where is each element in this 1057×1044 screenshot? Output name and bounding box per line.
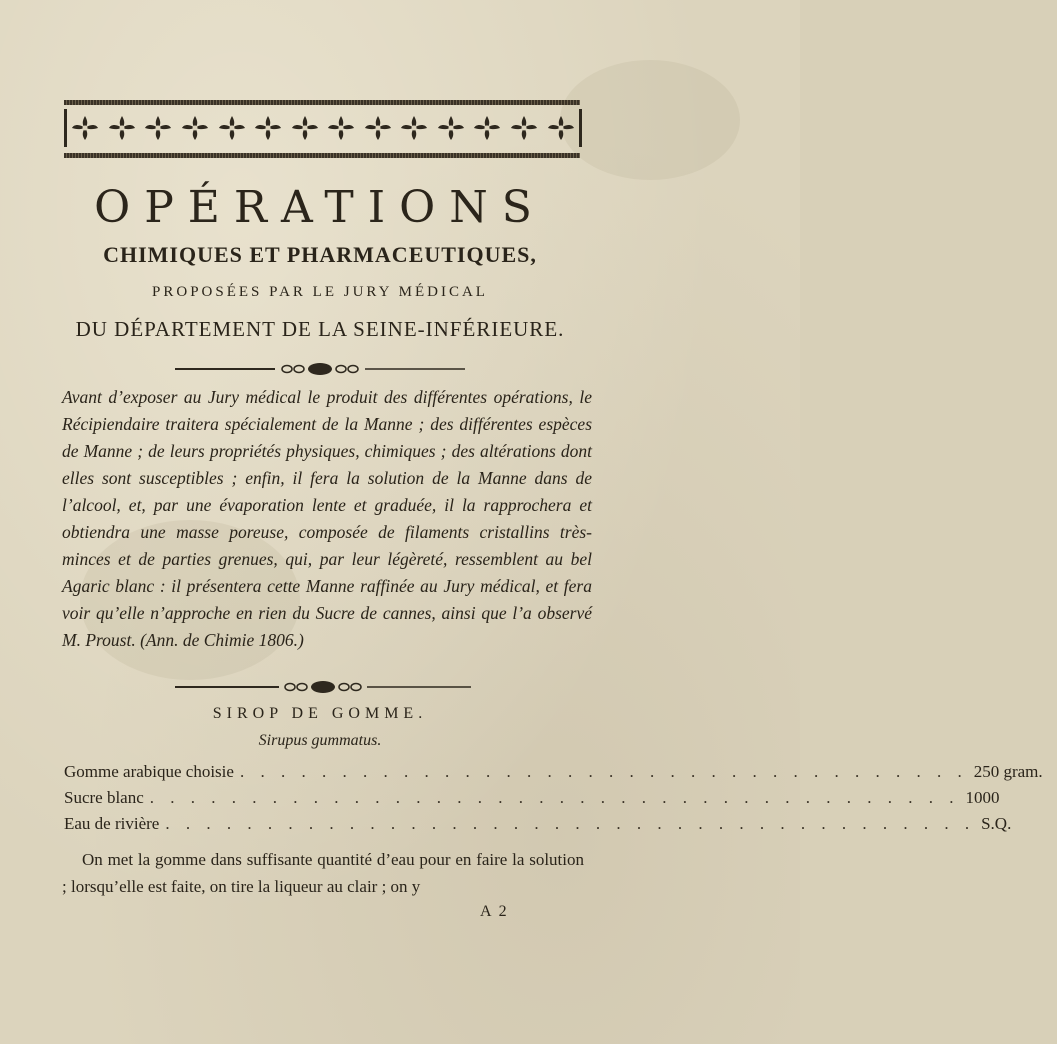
fleuron-icon xyxy=(398,113,430,143)
ingredient-quantity: 1000 xyxy=(965,788,1000,807)
ingredient-name: Eau de rivière xyxy=(64,814,160,833)
subtitle-departement: DU DÉPARTEMENT DE LA SEINE-INFÉRIEURE. xyxy=(75,317,565,341)
ornament-rule xyxy=(64,153,580,158)
leader-dots: . . . . . . . . . . . . . . . . . . . . . . . . . . . . . . . . . . . . . . . . xyxy=(149,788,960,807)
ornamental-header-band xyxy=(64,100,580,158)
ingredient-quantity: S.Q. xyxy=(981,814,1012,833)
ingredient-list xyxy=(64,762,1043,840)
recipe-instructions: On met la gomme dans suffisante quantité d’eau pour en faire la solution ; lorsqu’elle est faite, on tire la liqueur au clair ; on y xyxy=(62,850,584,896)
page-title: OPÉRATIONS xyxy=(94,182,546,233)
recipe-latin-name: Sirupus gummatus. xyxy=(258,732,382,749)
fleuron-icon xyxy=(508,113,540,143)
fleuron-icon xyxy=(435,113,467,143)
leader-dots: . . . . . . . . . . . . . . . . . . . . . . . . . . . . . . . . . . . . xyxy=(239,762,968,781)
fleuron-icon xyxy=(216,113,248,143)
ornamental-divider-icon xyxy=(175,680,471,694)
fleuron-icon xyxy=(106,113,138,143)
ingredient-quantity: 250 gram. xyxy=(973,762,1043,781)
fleuron-icon xyxy=(471,113,503,143)
ingredient-name: Sucre blanc xyxy=(64,788,144,807)
ingredient-row xyxy=(64,762,1043,788)
ornamental-divider-icon xyxy=(175,362,465,376)
subtitle-jury: PROPOSÉES PAR LE JURY MÉDICAL xyxy=(152,284,488,300)
subtitle-chimiques: CHIMIQUES ET PHARMACEUTIQUES, xyxy=(103,242,537,267)
leader-dots: . . . . . . . . . . . . . . . . . . . . . . . . . . . . . . . . . . . . . . . . xyxy=(165,814,976,833)
fleuron-icon xyxy=(142,113,174,143)
ingredient-row xyxy=(64,814,1012,840)
ingredient-name: Gomme arabique choisie xyxy=(64,762,234,781)
recipe-title: SIROP DE GOMME. xyxy=(212,705,428,722)
fleuron-icon xyxy=(362,113,394,143)
fleuron-icon xyxy=(252,113,284,143)
fleuron-row xyxy=(64,109,582,147)
intro-paragraph: Avant d’exposer au Jury médical le produit des différentes opérations, le Récipiendaire traitera spécialement de la Manne ; des différentes espèces de Manne ; de leurs propriétés physiques, chimiques ; des altérations dont elles sont susceptibles ; enfin, il fera la solution de la Manne dans de l’alcool, et, par une évaporation lente et graduée, il la rapprochera et obtiendra une masse poreuse, composée de filaments cristallins très-minces et de parties grenues, qui, par leur légèreté, ressemblent au bel Agaric blanc : il présentera cette Manne raffinée au Jury médical, et fera voir qu’elle n’approche en rien du Sucre de cannes, ainsi que l’a observé M. Proust. (Ann. de Chimie 1806.) xyxy=(62,387,592,650)
ingredient-row xyxy=(64,788,1000,814)
fleuron-icon xyxy=(289,113,321,143)
fleuron-icon xyxy=(325,113,357,143)
fleuron-icon xyxy=(69,113,101,143)
fleuron-icon xyxy=(545,113,577,143)
ornament-rule xyxy=(64,100,580,105)
paper-stain xyxy=(560,60,740,180)
signature-mark: A 2 xyxy=(480,903,509,920)
fleuron-icon xyxy=(179,113,211,143)
